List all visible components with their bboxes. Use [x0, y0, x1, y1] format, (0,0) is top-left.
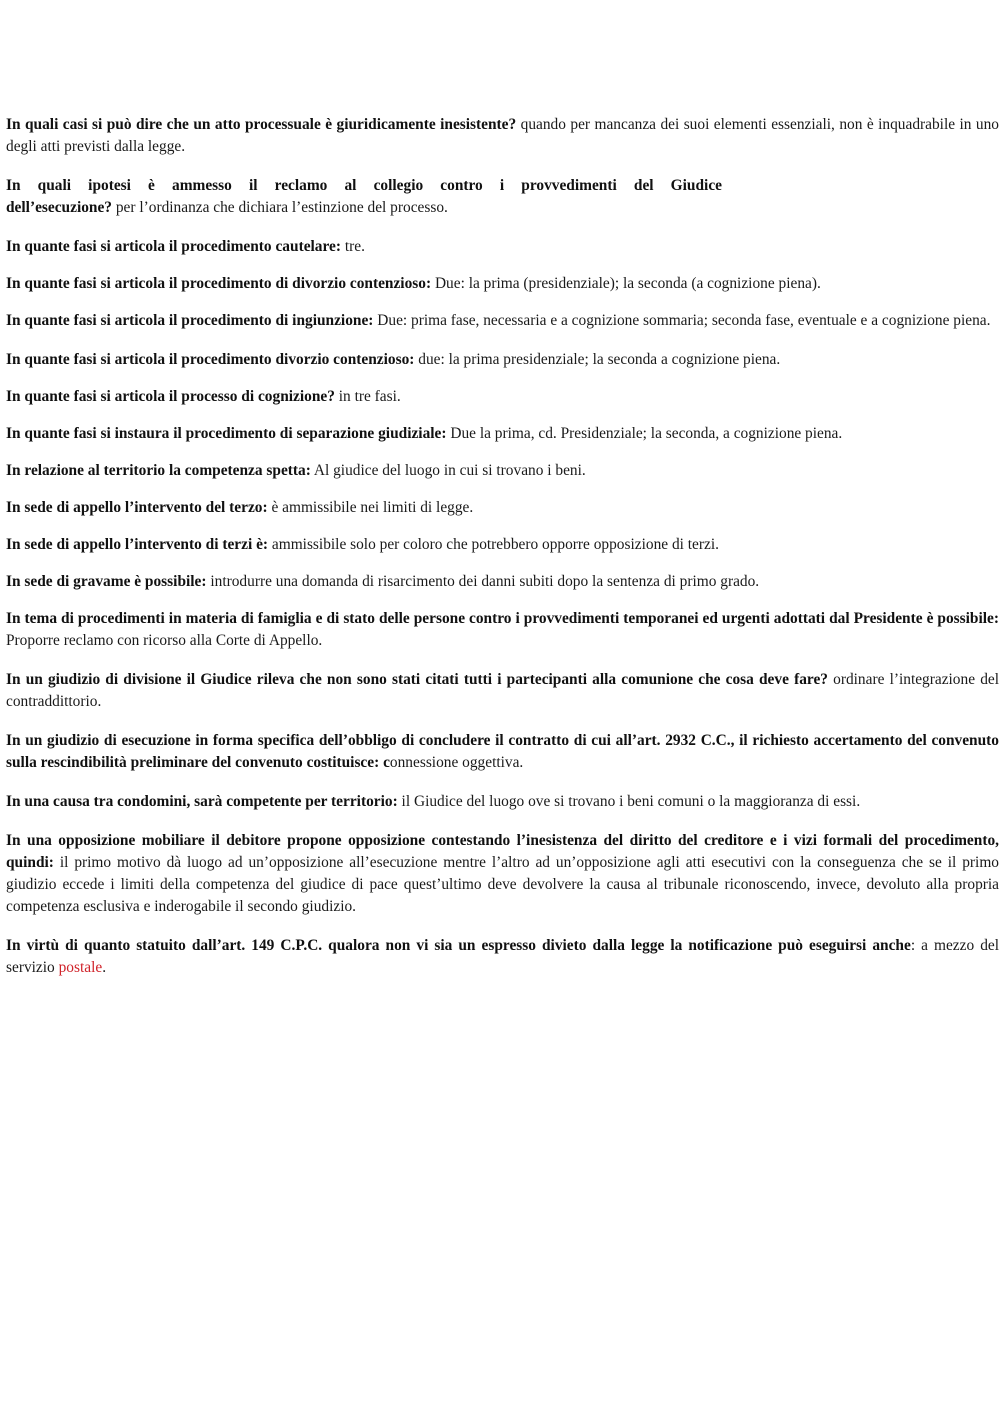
- question: In sede di gravame è possibile:: [6, 573, 207, 590]
- answer: in tre fasi.: [334, 388, 401, 405]
- qa-item: [6, 349, 999, 371]
- question: In tema di procedimenti in materia di famiglia e di stato delle persone contro i provvedimenti temporanei ed urgenti adottati dal Presidente è possibile:: [6, 610, 999, 627]
- question: In un giudizio di esecuzione in forma specifica dell’obbligo di concludere il contratto di cui all’art. 2932 C.C., il richiesto accertamento del convenuto sulla rescindibilità preliminare del convenuto costituisce: c: [6, 732, 999, 771]
- qa-item: [6, 730, 999, 774]
- question: In una causa tra condomini, sarà competente per territorio:: [6, 793, 398, 810]
- answer: Al giudice del luogo in cui si trovano i beni.: [310, 462, 586, 479]
- qa-item: [6, 310, 999, 332]
- qa-item: [6, 423, 999, 445]
- question: In un giudizio di divisione il Giudice rileva che non sono stati citati tutti i partecipanti alla comunione che cosa deve fare?: [6, 671, 828, 688]
- answer: ammissibile solo per coloro che potrebbero opporre opposizione di terzi.: [268, 536, 719, 553]
- question: In sede di appello l’intervento del terzo:: [6, 499, 268, 516]
- answer: Due: prima fase, necessaria e a cognizione sommaria; seconda fase, eventuale e a cognizione piena.: [373, 312, 991, 329]
- answer: : a mezzo del servizio: [6, 937, 999, 976]
- qa-item: [6, 534, 999, 556]
- question: In quante fasi si articola il processo di cognizione?: [6, 388, 335, 405]
- qa-item: [6, 236, 999, 258]
- question: In quante fasi si articola il procedimento di divorzio contenzioso:: [6, 275, 432, 292]
- qa-item: [6, 791, 999, 813]
- qa-item: [6, 571, 999, 593]
- answer: due: la prima presidenziale; la seconda a cognizione piena.: [414, 351, 781, 368]
- answer: Due la prima, cd. Presidenziale; la seconda, a cognizione piena.: [446, 425, 843, 442]
- answer: il Giudice del luogo ove si trovano i beni comuni o la maggioranza di essi.: [397, 793, 861, 810]
- answer: quando per mancanza dei suoi elementi essenziali, non è inquadrabile in uno degli atti previsti dalla legge.: [6, 116, 1000, 155]
- answer: tre.: [341, 238, 365, 255]
- qa-item: [6, 669, 999, 713]
- question: In quante fasi si articola il procedimento divorzio contenzioso:: [6, 351, 415, 368]
- answer: il primo motivo dà luogo ad un’opposizione all’esecuzione mentre l’altro ad un’opposizione agli atti esecutivi con la conseguenza che se il primo giudizio eccede i limiti della competenza del giudice di pace quest’ultimo deve devolvere la causa al tribunale riconoscendo, invece, devoluto alla propria competenza esclusiva e inderogabile il secondo giudizio.: [6, 854, 999, 915]
- question-line-1: In quali ipotesi è ammesso il reclamo al collegio contro i provvedimenti del Giudice: [6, 177, 722, 194]
- qa-item: [6, 273, 999, 295]
- answer: è ammissibile nei limiti di legge.: [267, 499, 474, 516]
- question: In quali casi si può dire che un atto processuale è giuridicamente inesistente?: [6, 116, 517, 133]
- qa-item: [6, 460, 999, 482]
- question: In relazione al territorio la competenza spetta:: [6, 462, 311, 479]
- answer: Proporre reclamo con ricorso alla Corte di Appello.: [6, 632, 323, 649]
- answer-end: .: [102, 959, 107, 976]
- answer: onnessione oggettiva.: [389, 754, 524, 771]
- qa-list: [6, 114, 999, 996]
- qa-item: [6, 386, 999, 408]
- qa-item: [6, 935, 999, 979]
- question-line-2: dell’esecuzione?: [6, 199, 112, 216]
- question: In quante fasi si articola il procedimento cautelare:: [6, 238, 342, 255]
- question: In una opposizione mobiliare il debitore propone opposizione contestando l’inesistenza del diritto del creditore e i vizi formali del procedimento, quindi:: [6, 832, 999, 871]
- answer: Due: la prima (presidenziale); la seconda (a cognizione piena).: [431, 275, 821, 292]
- qa-item: [6, 608, 999, 652]
- answer: ordinare l’integrazione del contraddittorio.: [6, 671, 999, 710]
- answer-highlight: postale: [58, 959, 103, 976]
- question: In quante fasi si instaura il procedimento di separazione giudiziale:: [6, 425, 447, 442]
- question: In virtù di quanto statuito dall’art. 149 C.P.C. qualora non vi sia un espresso divieto dalla legge la notificazione può eseguirsi anche: [6, 937, 911, 954]
- answer: introdurre una domanda di risarcimento dei danni subiti dopo la sentenza di primo grado.: [206, 573, 760, 590]
- answer: per l’ordinanza che dichiara l’estinzione del processo.: [112, 199, 448, 216]
- qa-item: [6, 497, 999, 519]
- question: In sede di appello l’intervento di terzi è:: [6, 536, 269, 553]
- qa-item: [6, 114, 999, 158]
- qa-item: [6, 830, 999, 918]
- question: In quante fasi si articola il procedimento di ingiunzione:: [6, 312, 374, 329]
- qa-item: [6, 175, 999, 219]
